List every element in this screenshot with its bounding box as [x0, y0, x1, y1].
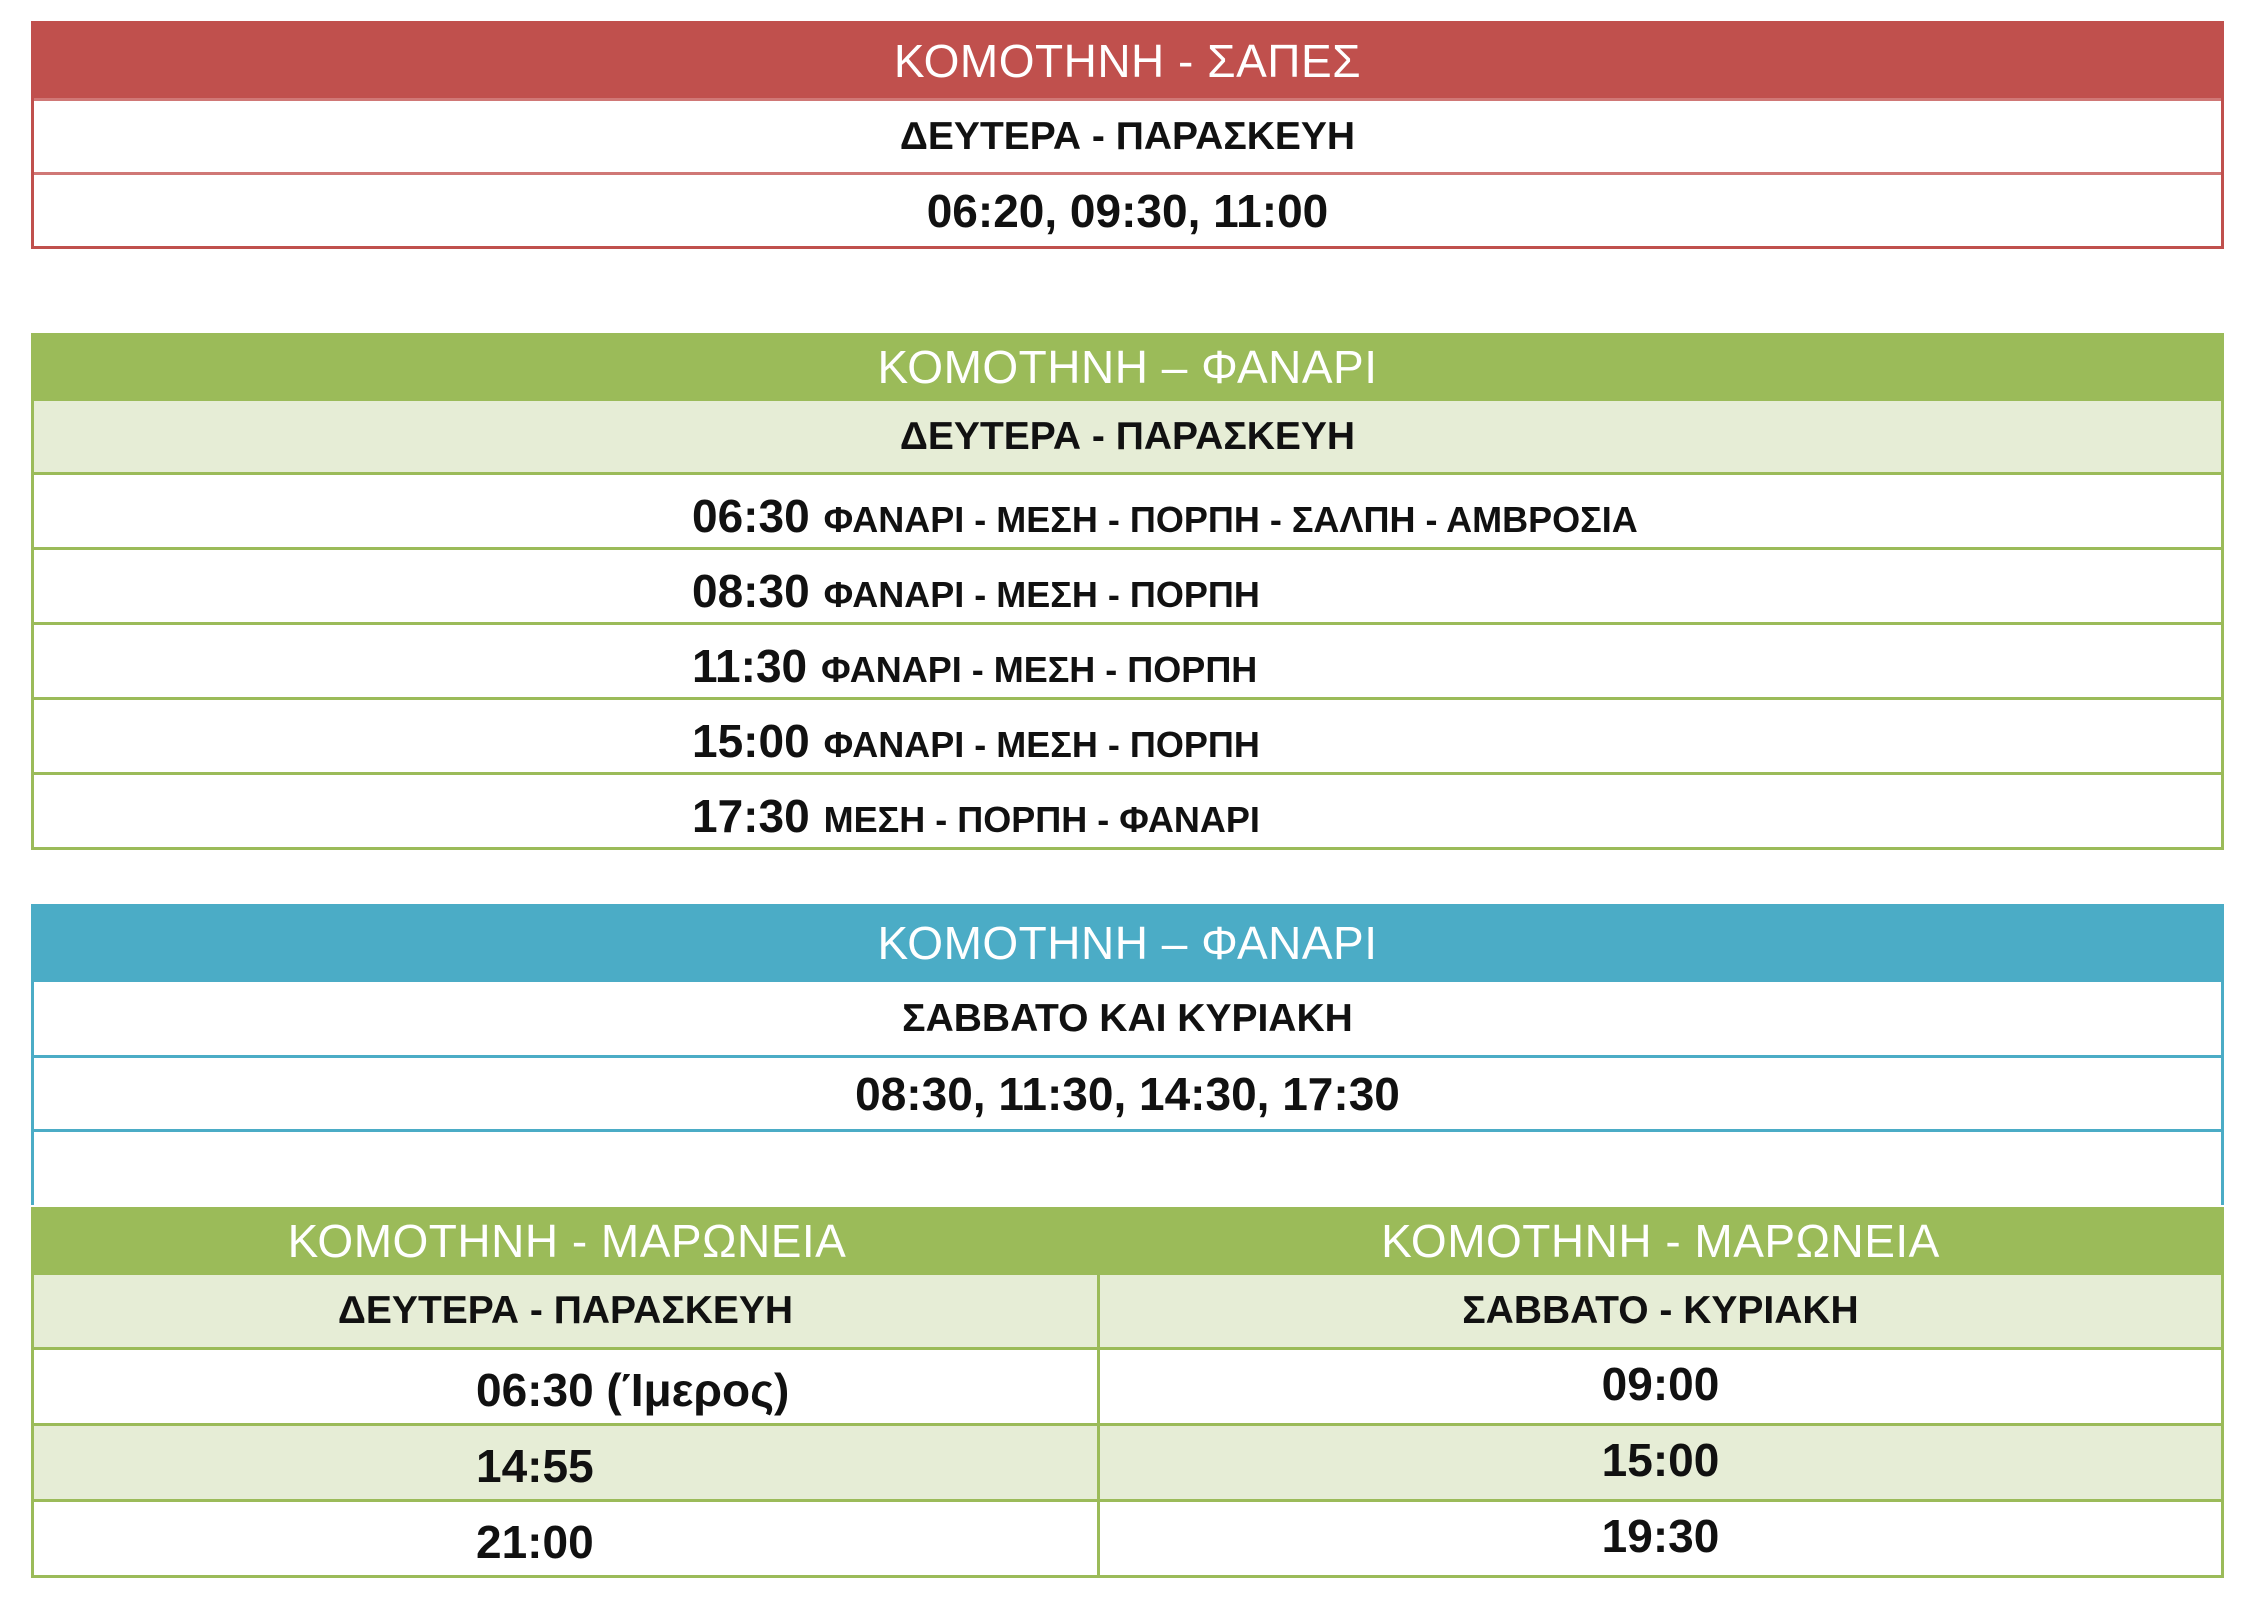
trip-time: 15:00 — [692, 715, 810, 767]
trip-time: 08:30 — [692, 565, 810, 617]
trip-row — [34, 547, 2221, 622]
trip-route: ΦΑΝΑΡΙ - ΜΕΣΗ - ΠΟΡΠΗ — [823, 574, 1260, 615]
departure-times: 06:20, 09:30, 11:00 — [34, 172, 2221, 246]
table-row — [34, 1347, 2221, 1423]
trip-row — [34, 472, 2221, 547]
empty-row — [34, 1129, 2221, 1205]
days-label-weekend: ΣΑΒΒΑΤΟ - ΚΥΡΙΑΚΗ — [1100, 1275, 2221, 1347]
weekday-time: 21:00 — [34, 1502, 1100, 1575]
days-label: ΣΑΒΒΑΤΟ ΚΑΙ ΚΥΡΙΑΚΗ — [34, 979, 2221, 1055]
schedule-komotini-maroneia — [31, 1207, 2224, 1578]
table-title: ΚΟΜΟΤΗΝΗ – ΦΑΝΑΡΙ — [34, 336, 2221, 398]
table-title-weekdays: ΚΟΜΟΤΗΝΗ - ΜΑΡΩΝΕΙΑ — [287, 1215, 847, 1267]
schedule-komotini-fanari-weekend — [31, 904, 2224, 1205]
trip-row — [34, 622, 2221, 697]
weekend-time: 15:00 — [1100, 1426, 2221, 1499]
table-header-row — [34, 1210, 2221, 1272]
table-title: ΚΟΜΟΤΗΝΗ - ΣΑΠΕΣ — [34, 24, 2221, 98]
weekend-time: 19:30 — [1100, 1502, 2221, 1575]
trip-route: ΜΕΣΗ - ΠΟΡΠΗ - ΦΑΝΑΡΙ — [823, 799, 1260, 840]
weekday-time: 14:55 — [34, 1426, 1100, 1499]
trip-row — [34, 697, 2221, 772]
trip-route: ΦΑΝΑΡΙ - ΜΕΣΗ - ΠΟΡΠΗ - ΣΑΛΠΗ - ΑΜΒΡΟΣΙΑ — [823, 499, 1638, 540]
days-row — [34, 1272, 2221, 1347]
trip-time: 11:30 — [692, 640, 808, 692]
trip-row — [34, 772, 2221, 847]
table-title: ΚΟΜΟΤΗΝΗ – ΦΑΝΑΡΙ — [34, 907, 2221, 979]
schedule-komotini-sapes — [31, 21, 2224, 249]
days-label: ΔΕΥΤΕΡΑ - ΠΑΡΑΣΚΕΥΗ — [34, 398, 2221, 472]
table-row — [34, 1499, 2221, 1575]
weekday-time: 06:30 (Ίμερος) — [34, 1350, 1100, 1423]
trip-route: ΦΑΝΑΡΙ - ΜΕΣΗ - ΠΟΡΠΗ — [821, 649, 1258, 690]
weekend-time: 09:00 — [1100, 1350, 2221, 1423]
table-title-weekend: ΚΟΜΟΤΗΝΗ - ΜΑΡΩΝΕΙΑ — [1381, 1215, 1940, 1267]
days-label-weekdays: ΔΕΥΤΕΡΑ - ΠΑΡΑΣΚΕΥΗ — [34, 1275, 1100, 1347]
trip-time: 06:30 — [692, 490, 810, 542]
trip-route: ΦΑΝΑΡΙ - ΜΕΣΗ - ΠΟΡΠΗ — [823, 724, 1260, 765]
trip-time: 17:30 — [692, 790, 810, 842]
days-label: ΔΕΥΤΕΡΑ - ΠΑΡΑΣΚΕΥΗ — [34, 98, 2221, 172]
table-row — [34, 1423, 2221, 1499]
departure-times: 08:30, 11:30, 14:30, 17:30 — [34, 1055, 2221, 1129]
schedule-komotini-fanari-weekdays — [31, 333, 2224, 850]
